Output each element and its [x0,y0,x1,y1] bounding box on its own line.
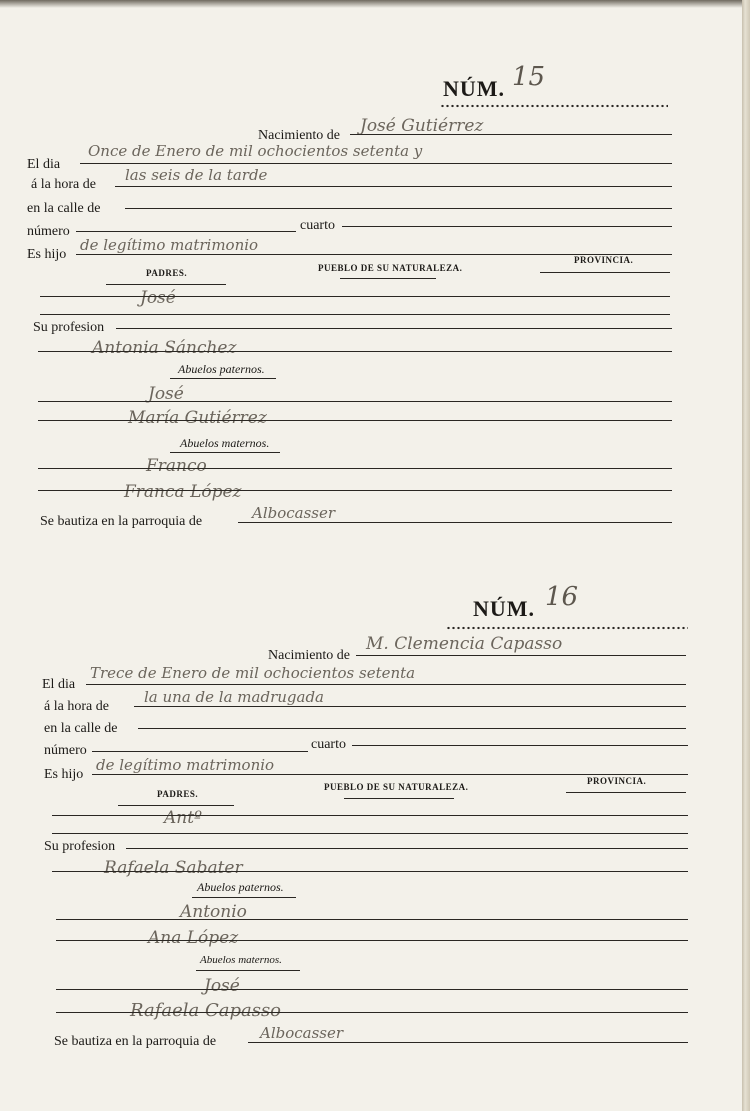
calle-label: en la calle de [27,201,101,216]
dia-label: El dia [27,157,61,172]
padre-value: José [140,288,176,308]
record-number-label: NÚM. [473,596,536,621]
form-line [92,774,688,775]
hijo-label: Es hijo [27,247,67,262]
dia-value: Once de Enero de mil ochocientos setenta y [88,142,423,160]
profesion-label: Su profesion [44,839,116,854]
bautiza-label: Se bautiza en la parroquia de [40,514,203,529]
abuelo-materno-value: Franco [146,456,207,476]
form-line [80,163,672,164]
form-line [352,745,688,746]
profesion-label: Su profesion [33,320,105,335]
abuelo-materno-value: José [204,976,240,996]
form-line [52,815,688,816]
pueblo-label: PUEBLO DE SU NATURALEZA. [324,782,469,792]
abuelos-paternos-label: Abuelos paternos. [197,880,284,894]
form-line [342,226,672,227]
form-line [38,468,672,469]
padres-label: PADRES. [146,268,188,278]
binding-edge [742,0,750,1111]
form-line [52,833,688,834]
column-underline [196,970,300,971]
form-line [38,490,672,491]
madre-value: Rafaela Sabater [104,858,243,878]
bautiza-value: Albocasser [260,1024,344,1042]
form-line [56,940,688,941]
abuelo-paterno-value: José [148,384,184,404]
form-line [56,989,688,990]
record-number-value: 15 [512,62,546,92]
form-line [38,401,672,402]
form-line [40,296,670,297]
column-underline [106,284,226,285]
dia-label: El dia [42,677,76,692]
form-line [116,328,672,329]
record-number-value: 16 [545,582,579,612]
numero-label: número [27,224,70,239]
form-line [38,351,672,352]
hora-label: á la hora de [31,177,96,192]
form-line [40,314,670,315]
column-underline [344,798,454,799]
nacimiento-value: M. Clemencia Capasso [366,634,563,654]
form-line [238,522,672,523]
abuelo-paterno-value: Antonio [180,902,247,922]
page-top-shadow [0,0,742,8]
record-number-label: NÚM. [443,76,506,101]
nacimiento-value: José Gutiérrez [360,116,484,136]
form-line [356,655,686,656]
cuarto-label: cuarto [300,218,335,233]
header-dotted-rule [446,626,688,630]
hijo-label: Es hijo [44,767,84,782]
provincia-label: PROVINCIA. [574,255,634,265]
madre-value: Antonia Sánchez [92,338,237,358]
hora-value: la una de la madrugada [144,688,324,706]
nacimiento-label: Nacimiento de [268,648,351,663]
form-line [125,208,672,209]
column-underline [340,278,436,279]
abuela-paterna-value: María Gutiérrez [128,408,267,428]
form-line [138,728,686,729]
abuela-paterna-value: Ana López [148,928,239,948]
pueblo-label: PUEBLO DE SU NATURALEZA. [318,263,463,273]
column-underline [540,272,670,273]
padres-label: PADRES. [157,789,199,799]
calle-label: en la calle de [44,721,118,736]
hijo-value: de legítimo matrimonio [96,756,275,774]
bautiza-label: Se bautiza en la parroquia de [54,1034,217,1049]
form-line [76,231,296,232]
hora-label: á la hora de [44,699,109,714]
form-line [248,1042,688,1043]
column-underline [170,378,276,379]
abuela-materna-value: Franca López [124,482,242,502]
form-line [350,134,672,135]
numero-label: número [44,743,87,758]
form-line [56,919,688,920]
nacimiento-label: Nacimiento de [258,128,341,143]
column-underline [118,805,234,806]
form-line [92,751,308,752]
hijo-value: de legítimo matrimonio [80,236,259,254]
form-line [56,1012,688,1013]
bautiza-value: Albocasser [252,504,336,522]
form-line [52,871,688,872]
column-underline [566,792,686,793]
header-dotted-rule [440,104,668,108]
form-line [115,186,672,187]
form-line [86,684,686,685]
abuelos-maternos-label: Abuelos maternos. [200,954,282,966]
abuelos-paternos-label: Abuelos paternos. [178,362,265,376]
padre-value: Antº [164,808,203,828]
dia-value: Trece de Enero de mil ochocientos setenta [90,664,416,682]
provincia-label: PROVINCIA. [587,776,647,786]
form-line [134,706,686,707]
abuelos-maternos-label: Abuelos maternos. [180,436,270,450]
column-underline [192,897,296,898]
abuela-materna-value: Rafaela Capasso [130,1000,282,1021]
hora-value: las seis de la tarde [125,166,268,184]
column-underline [170,452,280,453]
form-line [126,848,688,849]
cuarto-label: cuarto [311,737,346,752]
form-line [38,420,672,421]
